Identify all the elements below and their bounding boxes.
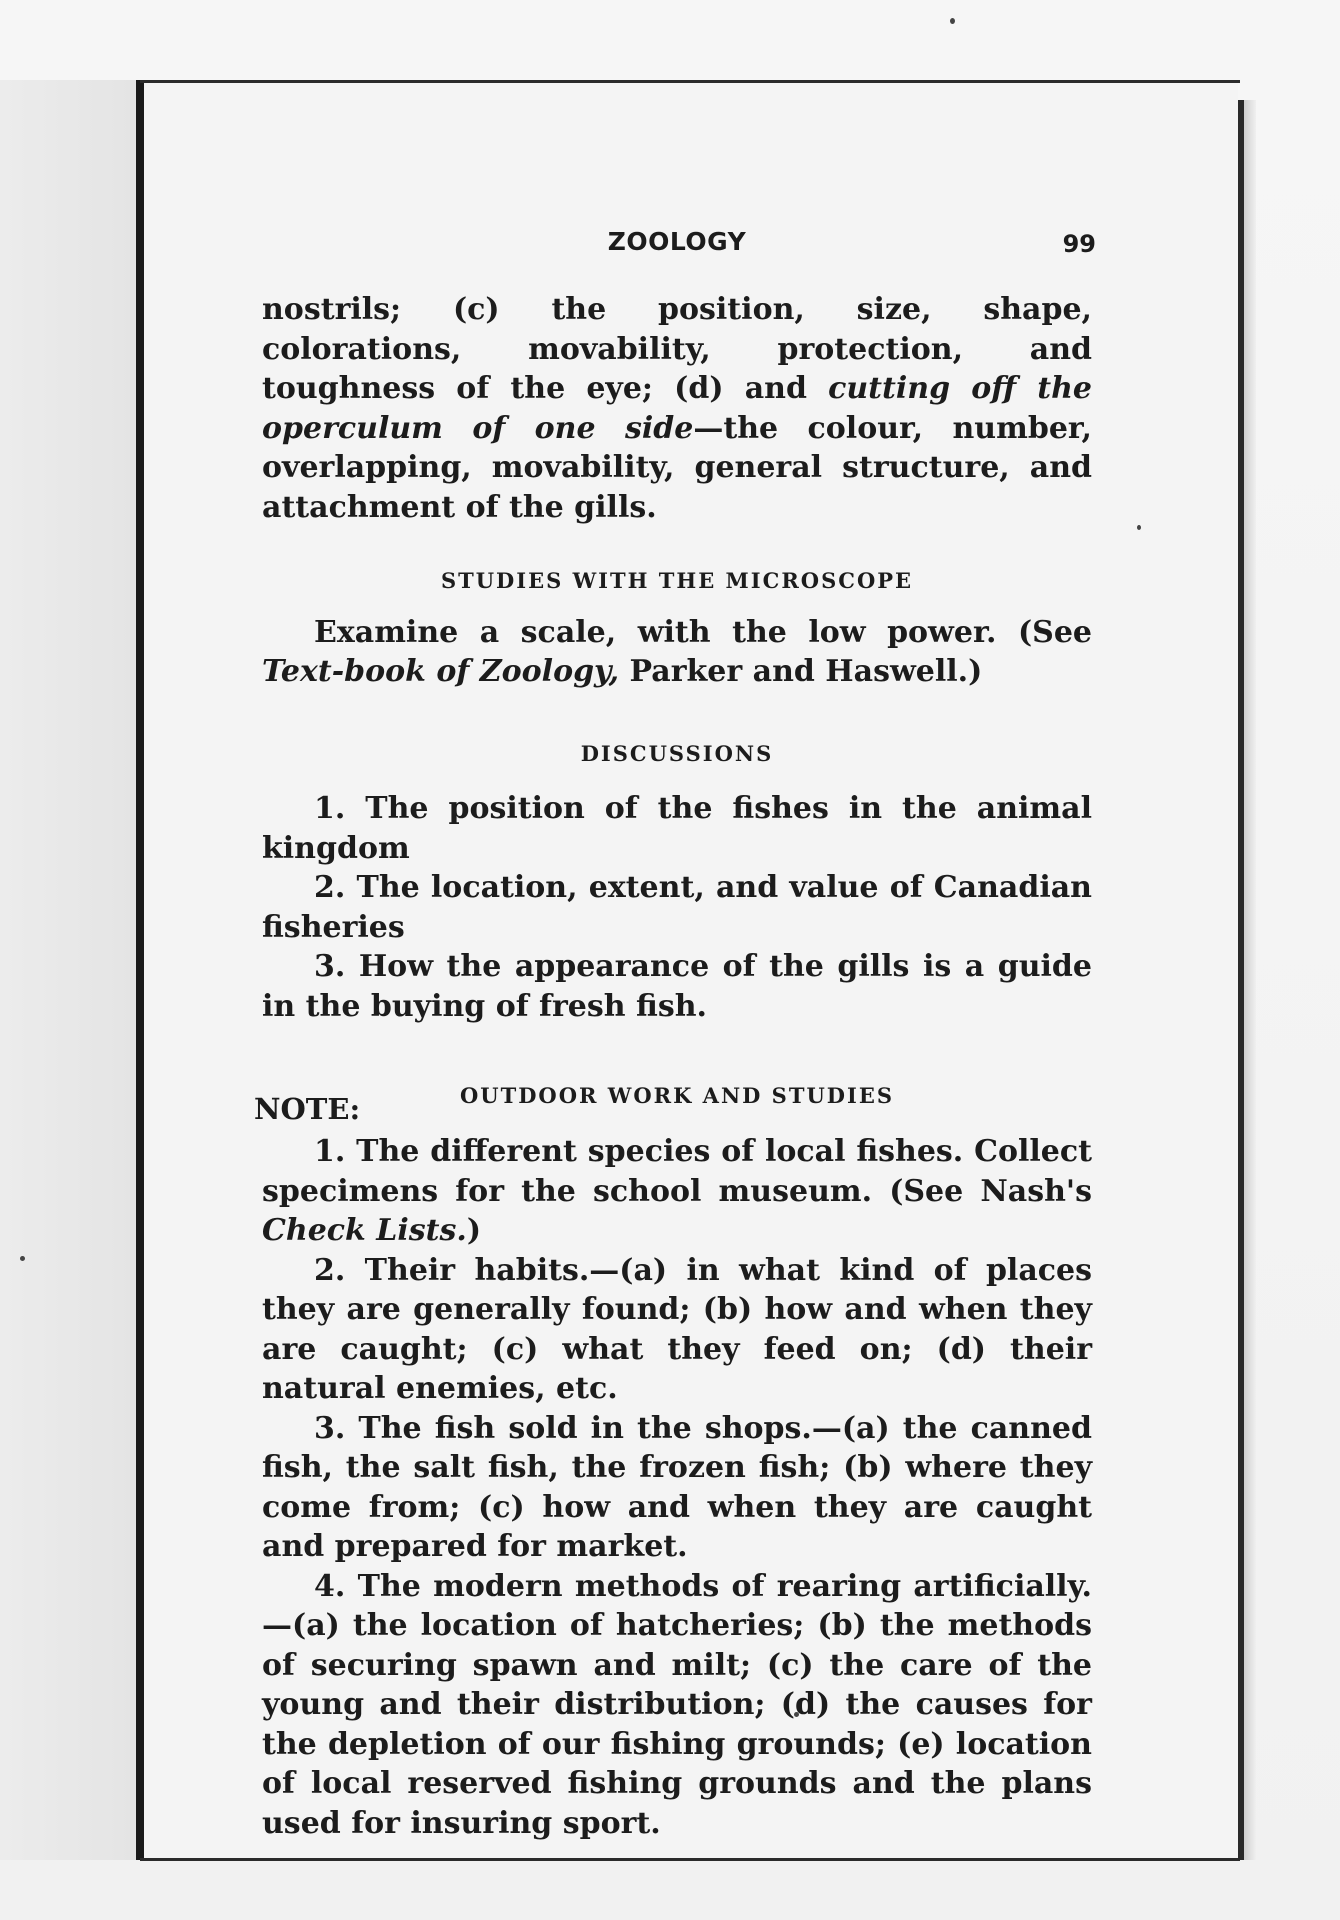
section-heading-outdoor: OUTDOOR WORK AND STUDIES — [459, 1083, 894, 1108]
note-heading-block — [254, 1082, 1092, 1132]
page-bottom-edge — [140, 1858, 1240, 1861]
page-content — [254, 222, 1096, 1843]
page-number: 99 — [1062, 230, 1096, 258]
discussion-item: 2. The location, extent, and value of Canadian fisheries — [262, 870, 1092, 945]
section-heading-discussions: DISCUSSIONS — [580, 740, 774, 766]
outdoor-item: 3. The fish sold in the shops.—(a) the canned fish, the salt fish, the frozen fish; (b) where they come from; (c) how and when they are caught and prepared for market. — [262, 1410, 1092, 1564]
scan-speck — [950, 18, 955, 24]
outdoor-item-text: 1. The different species of local fishes. Collect specimens for the school museum. (See Nash's — [262, 1134, 1092, 1209]
running-title: ZOOLOGY — [607, 227, 747, 256]
microscope-text: Examine a scale, with the low power. (See — [314, 614, 1092, 650]
discussion-item: 3. How the appearance of the gills is a guide in the buying of fresh fish. — [262, 949, 1092, 1024]
note-label: NOTE: — [254, 1092, 361, 1126]
microscope-text-end: Parker and Haswell.) — [629, 654, 983, 689]
intro-text: nostrils; (c) the position, size, shape, colorations, movability, protection, and toughness of the eye; (d) and — [262, 292, 1092, 406]
page-stack-edge — [1244, 100, 1256, 1860]
outdoor-item-text-end: ) — [466, 1213, 482, 1248]
outdoor-item: 2. Their habits.—(a) in what kind of places they are generally found; (b) how and when they are caught; (c) what they feed on; (d) their natural enemies, etc. — [262, 1252, 1092, 1406]
section-heading-microscope: STUDIES WITH THE MICROSCOPE — [440, 568, 914, 593]
check-lists-title: Check Lists. — [262, 1213, 467, 1248]
facing-page-margin — [0, 80, 136, 1860]
page-header — [262, 222, 1096, 272]
outdoor-item: 4. The modern methods of rearing artificially.—(a) the location of hatcheries; (b) the methods of securing spawn and milt; (c) the care of the young and their distribution; (d) the causes for the depletion of our fishing grounds; (e) location of local reserved fishing grounds and the plans used for insuring sport. — [262, 1568, 1092, 1841]
intro-paragraph — [262, 290, 1092, 527]
scan-speck — [1137, 525, 1141, 530]
binding-edge — [136, 80, 144, 1860]
scan-speck — [20, 1256, 25, 1261]
textbook-title: Text-book of Zoology, — [262, 654, 620, 689]
intro-italic-text: cutting off the operculum of one side — [262, 371, 1092, 446]
microscope-paragraph — [262, 613, 1092, 692]
outdoor-item — [262, 1132, 1092, 1251]
intro-text-rest: —the colour, number, overlapping, movability, general structure, and attachment of the gills. — [262, 410, 1092, 525]
discussion-item: 1. The position of the fishes in the animal kingdom — [262, 791, 1092, 866]
